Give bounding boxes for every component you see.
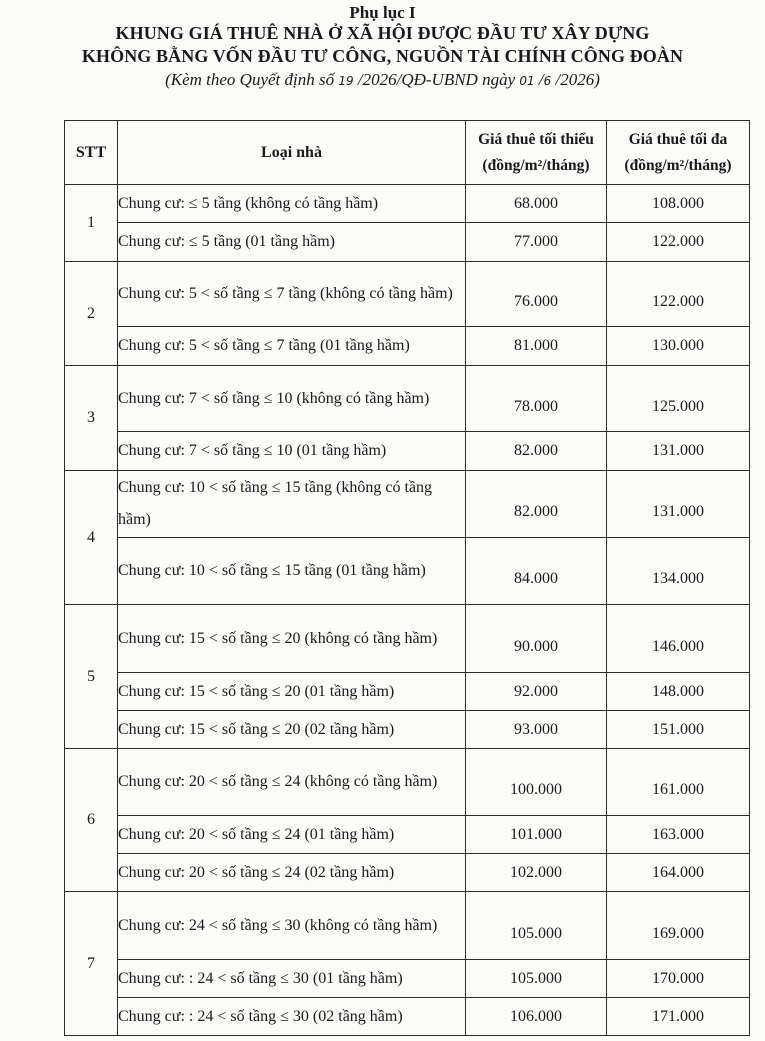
max-price bbox=[607, 471, 750, 538]
max-price-value: 130.000 bbox=[652, 337, 704, 354]
table-header-row bbox=[65, 121, 750, 185]
max-price-value: 122.000 bbox=[652, 233, 704, 250]
min-price bbox=[466, 262, 607, 327]
table-row bbox=[65, 538, 750, 605]
table-row bbox=[65, 960, 750, 998]
decision-suffix: /2026) bbox=[551, 70, 600, 89]
max-price-value: 148.000 bbox=[652, 682, 704, 700]
min-price bbox=[466, 998, 607, 1036]
max-price-value: 170.000 bbox=[652, 969, 704, 987]
min-price bbox=[466, 816, 607, 854]
min-price-value: 105.000 bbox=[510, 969, 562, 987]
max-price-value: 131.000 bbox=[652, 503, 704, 520]
housing-type: Chung cư: 5 < số tầng ≤ 7 tầng (không có tầng hầm) bbox=[118, 262, 466, 327]
max-price bbox=[607, 432, 750, 471]
max-price bbox=[607, 223, 750, 262]
housing-type: Chung cư: 7 < số tầng ≤ 10 (không có tầng hầm) bbox=[118, 366, 466, 432]
housing-type: Chung cư: 24 < số tầng ≤ 30 (không có tầng hầm) bbox=[118, 892, 466, 960]
group-number: 7 bbox=[65, 892, 118, 1036]
decision-month-sep: / bbox=[534, 70, 544, 89]
header-min-line2: (đồng/m²/tháng) bbox=[482, 156, 590, 174]
max-price bbox=[607, 960, 750, 998]
housing-type: Chung cư: 10 < số tầng ≤ 15 tầng (không có tầng hầm) bbox=[118, 471, 466, 538]
max-price bbox=[607, 605, 750, 673]
appendix-label: Phụ lục I bbox=[349, 3, 416, 22]
housing-type: Chung cư: ≤ 5 tầng (không có tầng hầm) bbox=[118, 185, 466, 223]
table-row bbox=[65, 854, 750, 892]
max-price-value: 164.000 bbox=[652, 863, 704, 881]
header-min-line1: Giá thuê tối thiểu bbox=[478, 130, 594, 148]
table-row bbox=[65, 749, 750, 816]
group-number: 3 bbox=[65, 366, 118, 471]
housing-type: Chung cư: : 24 < số tầng ≤ 30 (02 tầng hầm) bbox=[118, 998, 466, 1036]
decision-mid: /2026/QĐ-UBND ngày bbox=[353, 70, 520, 89]
min-price-value: 82.000 bbox=[514, 503, 558, 520]
min-price bbox=[466, 366, 607, 432]
min-price-value: 90.000 bbox=[514, 637, 558, 655]
min-price-value: 106.000 bbox=[510, 1007, 562, 1025]
min-price bbox=[466, 673, 607, 711]
table-row bbox=[65, 816, 750, 854]
max-price-value: 151.000 bbox=[652, 720, 704, 738]
max-price bbox=[607, 366, 750, 432]
max-price bbox=[607, 711, 750, 749]
max-price bbox=[607, 749, 750, 816]
housing-type: Chung cư: 20 < số tầng ≤ 24 (02 tầng hầm) bbox=[118, 854, 466, 892]
price-table bbox=[64, 120, 750, 1036]
decision-reference bbox=[0, 70, 765, 90]
max-price bbox=[607, 262, 750, 327]
table-row bbox=[65, 262, 750, 327]
housing-type: Chung cư: 10 < số tầng ≤ 15 tầng (01 tầng hầm) bbox=[118, 538, 466, 605]
table-row bbox=[65, 711, 750, 749]
max-price-value: 161.000 bbox=[652, 781, 704, 798]
header-max-line2: (đồng/m²/tháng) bbox=[624, 156, 732, 174]
group-number: 2 bbox=[65, 262, 118, 366]
min-price-value: 78.000 bbox=[514, 397, 558, 415]
table-row bbox=[65, 223, 750, 262]
header-type: Loại nhà bbox=[118, 121, 466, 185]
min-price bbox=[466, 471, 607, 538]
title-line-1: KHUNG GIÁ THUÊ NHÀ Ở XÃ HỘI ĐƯỢC ĐẦU TƯ XÂY DỰNG bbox=[115, 23, 650, 43]
min-price-value: 82.000 bbox=[514, 442, 558, 459]
max-price bbox=[607, 816, 750, 854]
min-price-value: 101.000 bbox=[510, 825, 562, 843]
max-price bbox=[607, 327, 750, 366]
table-row bbox=[65, 185, 750, 223]
group-number: 4 bbox=[65, 471, 118, 605]
max-price-value: 122.000 bbox=[652, 293, 704, 310]
min-price-value: 76.000 bbox=[514, 293, 558, 310]
min-price-value: 105.000 bbox=[510, 924, 562, 942]
max-price-value: 169.000 bbox=[652, 924, 704, 942]
min-price bbox=[466, 749, 607, 816]
housing-type: Chung cư: 7 < số tầng ≤ 10 (01 tầng hầm) bbox=[118, 432, 466, 471]
min-price bbox=[466, 854, 607, 892]
max-price-value: 146.000 bbox=[652, 637, 704, 655]
min-price-value: 93.000 bbox=[514, 720, 558, 738]
max-price bbox=[607, 998, 750, 1036]
header-stt: STT bbox=[65, 121, 118, 185]
group-number: 1 bbox=[65, 185, 118, 262]
decision-month: 6 bbox=[543, 74, 552, 88]
group-number: 6 bbox=[65, 749, 118, 892]
min-price-value: 84.000 bbox=[514, 570, 558, 587]
min-price-value: 68.000 bbox=[514, 194, 558, 212]
table-row bbox=[65, 998, 750, 1036]
max-price bbox=[607, 673, 750, 711]
max-price bbox=[607, 892, 750, 960]
decision-prefix: (Kèm theo Quyết định số bbox=[165, 70, 339, 89]
table-row bbox=[65, 892, 750, 960]
min-price-value: 77.000 bbox=[514, 233, 558, 250]
housing-type: Chung cư: 15 < số tầng ≤ 20 (01 tầng hầm) bbox=[118, 673, 466, 711]
max-price bbox=[607, 185, 750, 223]
housing-type: Chung cư: : 24 < số tầng ≤ 30 (01 tầng hầm) bbox=[118, 960, 466, 998]
min-price bbox=[466, 892, 607, 960]
min-price bbox=[466, 538, 607, 605]
min-price bbox=[466, 185, 607, 223]
min-price-value: 92.000 bbox=[514, 682, 558, 700]
min-price-value: 100.000 bbox=[510, 781, 562, 798]
table-row bbox=[65, 471, 750, 538]
housing-type: Chung cư: 15 < số tầng ≤ 20 (không có tầng hầm) bbox=[118, 605, 466, 673]
min-price-value: 102.000 bbox=[510, 863, 562, 881]
max-price-value: 134.000 bbox=[652, 570, 704, 587]
decision-day: 01 bbox=[519, 74, 535, 88]
housing-type: Chung cư: 20 < số tầng ≤ 24 (không có tầng hầm) bbox=[118, 749, 466, 816]
housing-type: Chung cư: ≤ 5 tầng (01 tầng hầm) bbox=[118, 223, 466, 262]
decision-number: 19 bbox=[338, 74, 354, 88]
min-price bbox=[466, 327, 607, 366]
max-price-value: 108.000 bbox=[652, 194, 704, 212]
table-row bbox=[65, 327, 750, 366]
min-price bbox=[466, 432, 607, 471]
max-price-value: 171.000 bbox=[652, 1007, 704, 1025]
header-min-price bbox=[466, 121, 607, 185]
housing-type: Chung cư: 20 < số tầng ≤ 24 (01 tầng hầm) bbox=[118, 816, 466, 854]
max-price-value: 131.000 bbox=[652, 442, 704, 459]
header-max-price bbox=[607, 121, 750, 185]
table-row bbox=[65, 432, 750, 471]
min-price bbox=[466, 605, 607, 673]
housing-type: Chung cư: 5 < số tầng ≤ 7 tầng (01 tầng hầm) bbox=[118, 327, 466, 366]
header-max-line1: Giá thuê tối đa bbox=[628, 130, 728, 148]
group-number: 5 bbox=[65, 605, 118, 749]
min-price bbox=[466, 223, 607, 262]
min-price bbox=[466, 711, 607, 749]
title-line-2: KHÔNG BẰNG VỐN ĐẦU TƯ CÔNG, NGUỒN TÀI CHÍNH CÔNG ĐOÀN bbox=[81, 46, 684, 66]
table-row bbox=[65, 673, 750, 711]
min-price bbox=[466, 960, 607, 998]
table-row bbox=[65, 366, 750, 432]
table-row bbox=[65, 605, 750, 673]
max-price-value: 163.000 bbox=[652, 825, 704, 843]
housing-type: Chung cư: 15 < số tầng ≤ 20 (02 tầng hầm) bbox=[118, 711, 466, 749]
max-price bbox=[607, 538, 750, 605]
max-price-value: 125.000 bbox=[652, 397, 704, 415]
max-price bbox=[607, 854, 750, 892]
min-price-value: 81.000 bbox=[514, 337, 558, 354]
